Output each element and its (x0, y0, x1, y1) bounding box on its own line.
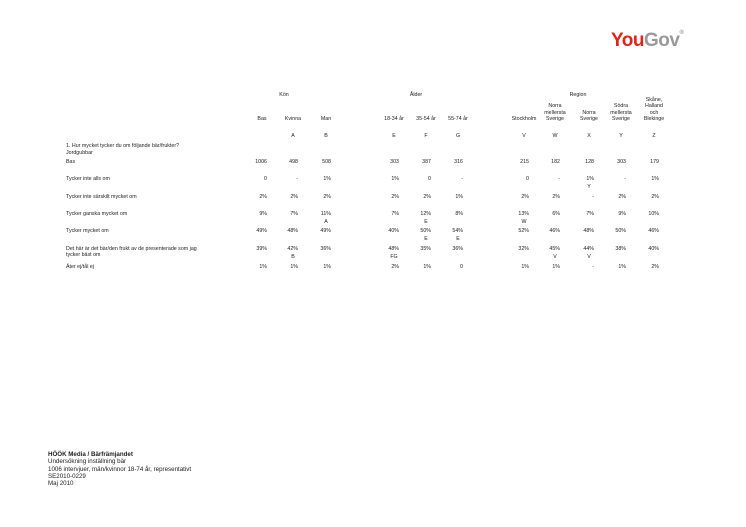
table-cell: 40% (648, 246, 659, 252)
table-cell: 8% (455, 211, 463, 217)
column-header-label: Kvinna (284, 115, 302, 122)
table-cell: 11% (320, 211, 331, 217)
significance-letter: FG (390, 253, 398, 260)
table-cell: 2% (552, 194, 560, 200)
column-header-label: Södra mellersta Sverige (610, 103, 632, 122)
table-cell: 316 (454, 159, 463, 165)
table-cell: 2% (259, 194, 267, 200)
table-cell: 498 (289, 159, 298, 165)
table-cell: 1% (651, 176, 659, 182)
table-cell: 40% (388, 228, 399, 234)
row-label: Tycker mycket om (66, 228, 109, 234)
footer-line: Undersökning inställning bär (48, 458, 127, 466)
table-cell: 7% (290, 211, 298, 217)
column-letter: W (552, 133, 558, 139)
table-cell: 0 (460, 264, 463, 270)
significance-letter: E (456, 235, 460, 242)
table-cell: 49% (256, 228, 267, 234)
table-cell: 1% (323, 264, 331, 270)
table-cell: - (592, 264, 594, 270)
column-letter: E (392, 133, 396, 139)
question-text: 1. Hur mycket tycker du om följande bär/frukter? (66, 143, 180, 149)
column-letter: G (455, 133, 461, 139)
table-cell: - (558, 176, 560, 182)
footer-line: Maj 2010 (48, 480, 74, 488)
table-cell: 2% (651, 264, 659, 270)
table-cell: 1006 (255, 159, 267, 165)
table-cell: 1% (618, 264, 626, 270)
group-header-alder: Ålder (409, 92, 423, 98)
table-cell: 48% (388, 246, 399, 252)
table-cell: 32% (518, 246, 529, 252)
table-cell: 42% (287, 246, 298, 252)
group-header-region: Region (569, 92, 587, 98)
table-cell: 49% (320, 228, 331, 234)
group-header-kon: Kön (279, 92, 289, 98)
table-cell: 303 (617, 159, 626, 165)
subject-label: Jordgubbar (66, 150, 93, 156)
row-label: Tycker inte alls om (66, 176, 110, 182)
table-cell: 9% (259, 211, 267, 217)
table-cell: 303 (390, 159, 399, 165)
table-cell: 2% (391, 264, 399, 270)
table-cell: 12% (420, 211, 431, 217)
significance-letter: V (553, 253, 557, 260)
table-cell: 50% (420, 228, 431, 234)
table-cell: 2% (323, 194, 331, 200)
column-letter: F (424, 133, 428, 139)
footer (48, 451, 191, 487)
table-cell: - (461, 176, 463, 182)
significance-letter: B (291, 253, 295, 260)
table-cell: 1% (552, 264, 560, 270)
significance-letter: A (324, 218, 328, 225)
table-cell: 44% (583, 246, 594, 252)
table-cell: 2% (521, 194, 529, 200)
column-header-label: Bas (257, 115, 267, 122)
table-cell: 46% (648, 228, 659, 234)
table-cell: 1% (259, 264, 267, 270)
row-label: Bas (66, 159, 76, 165)
table-cell: 48% (583, 228, 594, 234)
table-cell: 7% (391, 211, 399, 217)
table-cell: 54% (452, 228, 463, 234)
table-cell: 45% (549, 246, 560, 252)
column-header-label: Skåne, Halland och Blekinge (643, 97, 665, 122)
table-cell: 182 (551, 159, 560, 165)
row-label: Tycker inte särskilt mycket om (66, 194, 137, 200)
column-letter: Y (619, 133, 623, 139)
table-cell: 0 (526, 176, 529, 182)
table-cell: 38% (615, 246, 626, 252)
table-cell: 10% (648, 211, 659, 217)
row-label: Det här är det bär/den frukt av de presenterade som jag tycker bäst om (66, 246, 197, 259)
table-cell: 36% (320, 246, 331, 252)
row-label: Tycker ganska mycket om (66, 211, 128, 217)
table-cell: 50% (615, 228, 626, 234)
column-letter: A (291, 133, 295, 139)
table-cell: 13% (518, 211, 529, 217)
table-cell: 1% (391, 176, 399, 182)
column-header-label: 55-74 år (448, 115, 468, 122)
table-cell: 1% (586, 176, 594, 182)
table-cell: - (296, 176, 298, 182)
table-cell: 2% (651, 194, 659, 200)
table-cell: 179 (650, 159, 659, 165)
column-letter: Z (652, 133, 656, 139)
table-cell: 2% (618, 194, 626, 200)
table-cell: 508 (322, 159, 331, 165)
column-header-label: 18-34 år (384, 115, 404, 122)
table-cell: 128 (585, 159, 594, 165)
table-cell: 35% (420, 246, 431, 252)
yougov-logo: YouGov® (611, 30, 684, 51)
column-letter: V (522, 133, 526, 139)
column-header-label: Stockholm (511, 115, 537, 122)
significance-letter: Y (587, 183, 591, 190)
column-header-label: Man (320, 115, 332, 122)
column-letter: X (587, 133, 591, 139)
significance-letter: W (521, 218, 527, 225)
table-cell: 6% (552, 211, 560, 217)
significance-letter: E (424, 235, 428, 242)
table-cell: 387 (422, 159, 431, 165)
table-cell: 7% (586, 211, 594, 217)
table-cell: 1% (521, 264, 529, 270)
table-cell: 46% (549, 228, 560, 234)
footer-line: 1006 intervjuer, män/kvinnor 18-74 år, representativt (48, 465, 192, 473)
table-cell: 2% (391, 194, 399, 200)
table-cell: 1% (323, 176, 331, 182)
table-cell: 1% (423, 264, 431, 270)
table-cell: 2% (423, 194, 431, 200)
table-cell: 52% (518, 228, 529, 234)
table-cell: 215 (520, 159, 529, 165)
column-header-label: 35-54 år (416, 115, 436, 122)
table-cell: 9% (618, 211, 626, 217)
table-cell: - (624, 176, 626, 182)
significance-letter: E (424, 218, 428, 225)
footer-title: HÖÖK Media / Bärfrämjandet (48, 451, 133, 458)
table-cell: 2% (290, 194, 298, 200)
column-header-label: Norra Sverige (580, 109, 598, 122)
table-cell: 0 (428, 176, 431, 182)
column-header-label: Norra mellersta Sverige (544, 103, 566, 122)
table-cell: 0 (264, 176, 267, 182)
table-cell: 36% (452, 246, 463, 252)
footer-line: SE2010-0229 (48, 472, 86, 480)
table-cell: 1% (290, 264, 298, 270)
table-cell: - (592, 194, 594, 200)
table-cell: 39% (256, 246, 267, 252)
column-letter: B (324, 133, 328, 139)
table-cell: 48% (287, 228, 298, 234)
row-label: Äter ej/tål ej (66, 264, 94, 270)
table-cell: 1% (455, 194, 463, 200)
significance-letter: V (587, 253, 591, 260)
